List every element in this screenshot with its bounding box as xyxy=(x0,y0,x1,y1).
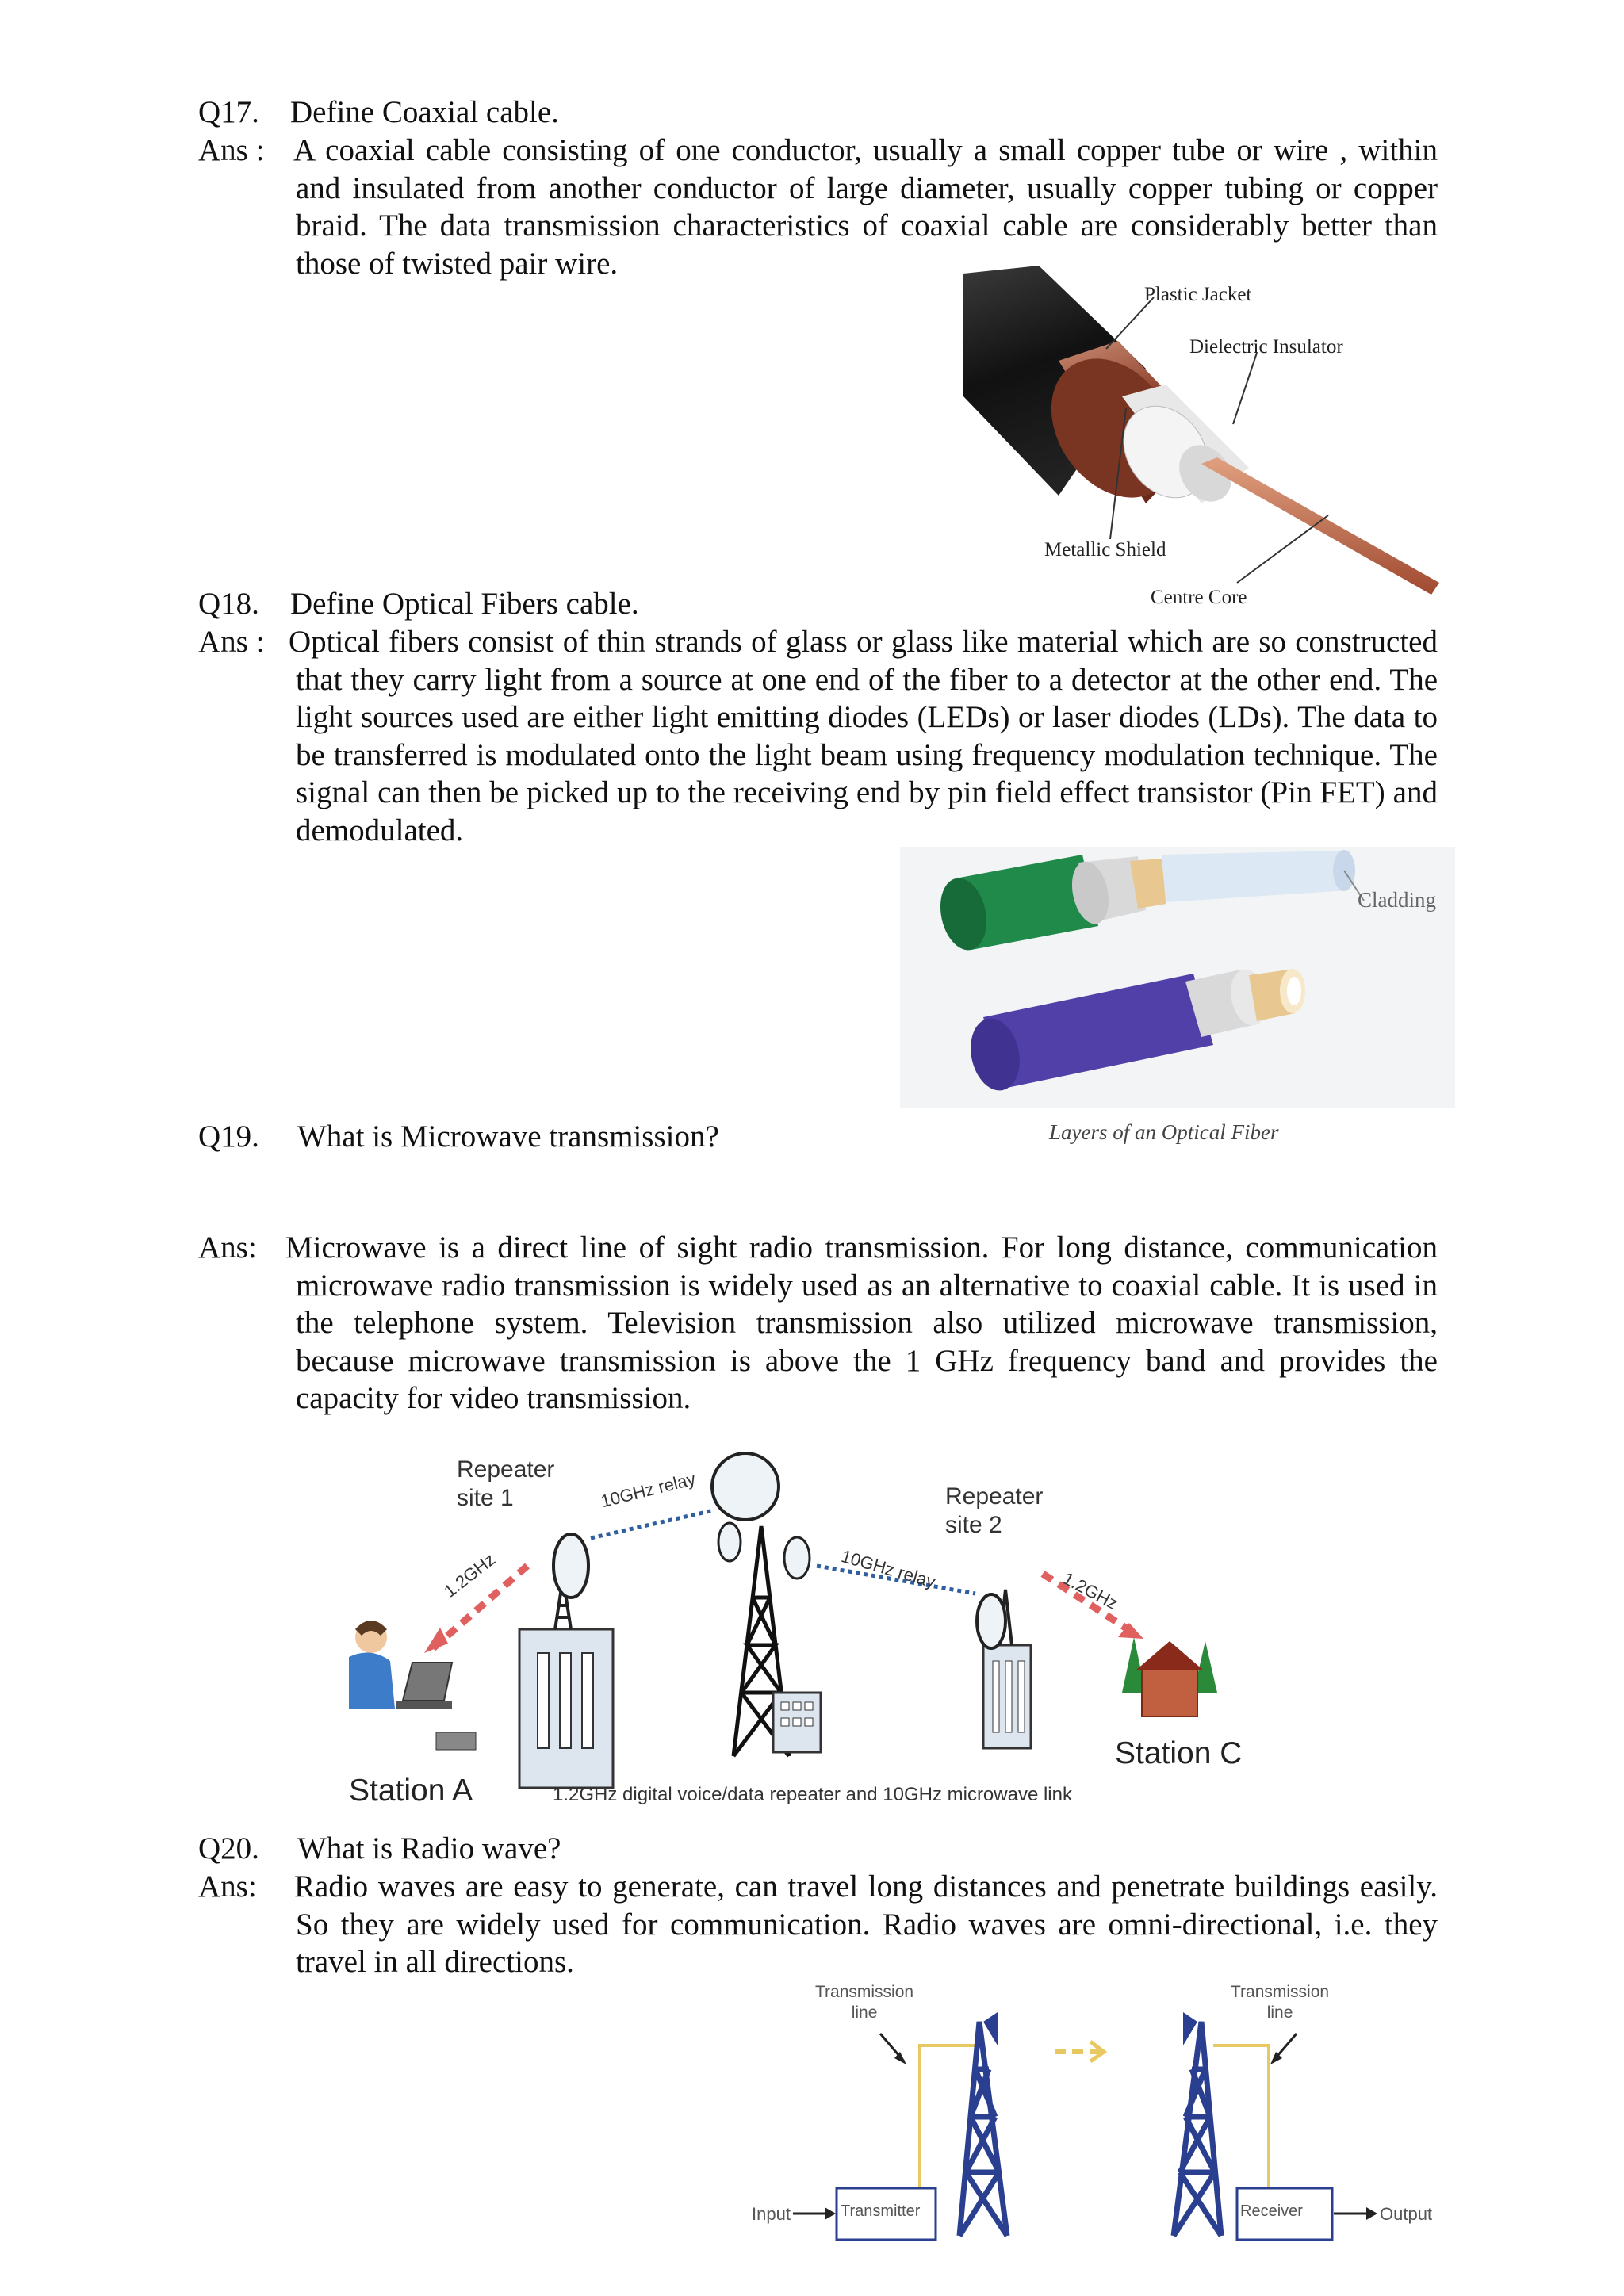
label-cladding: Cladding xyxy=(1358,888,1436,912)
output-label: Output xyxy=(1380,2204,1433,2224)
microwave-caption: 1.2GHz digital voice/data repeater and 10GHz microwave link xyxy=(553,1784,1072,1805)
label-dielectric-insulator: Dielectric Insulator xyxy=(1189,336,1343,358)
q17-answer: A coaxial cable consisting of one conductor, usually a small copper tube or wire , within and insulated from another conductor of large diameter, usually copper tubing or copper braid. The data transmission characteristics of coaxial cable are considerably better than those of twisted pair wire. xyxy=(293,133,1438,281)
q19-question: What is Microwave transmission? xyxy=(297,1119,719,1154)
input-label: Input xyxy=(752,2204,791,2224)
transmitter-label: Transmitter xyxy=(841,2202,921,2220)
q20-ans-label: Ans: xyxy=(198,1869,257,1904)
link-1-2ghz-left: 1.2GHz xyxy=(440,1549,500,1601)
relay-1-label: 10GHz relay xyxy=(599,1468,698,1512)
q20-question: What is Radio wave? xyxy=(297,1831,561,1866)
tline-right-line1: Transmission xyxy=(1231,1983,1330,2001)
q18-number: Q18. xyxy=(198,587,259,621)
tline-left-line1: Transmission xyxy=(815,1983,914,2001)
receiver-label: Receiver xyxy=(1240,2202,1303,2220)
repeater-site-2-line2: site 2 xyxy=(945,1512,1002,1538)
station-c-label: Station C xyxy=(1115,1736,1243,1770)
q17-number: Q17. xyxy=(198,95,259,129)
q19-number: Q19. xyxy=(198,1119,259,1154)
q20-number: Q20. xyxy=(198,1831,259,1866)
q17-question: Define Coaxial cable. xyxy=(290,95,559,129)
link-1-2ghz-right: 1.2GHz xyxy=(1059,1568,1121,1614)
repeater-site-1-line1: Repeater xyxy=(457,1456,555,1483)
repeater-site-1-line2: site 1 xyxy=(457,1485,514,1511)
coaxial-cable-figure xyxy=(963,266,1439,599)
tline-left-label xyxy=(815,1982,914,2023)
relay-2-label: 10GHz relay xyxy=(839,1546,938,1592)
q20-answer: Radio waves are easy to generate, can travel long distances and penetrate buildings easily. So they are widely used for communication. Radio waves are omni-directional, i.e. they travel in all directions. xyxy=(294,1869,1438,1979)
q18-question: Define Optical Fibers cable. xyxy=(290,587,639,621)
repeater-site-2-line1: Repeater xyxy=(945,1483,1044,1510)
optical-fiber-figure xyxy=(900,847,1455,1108)
q18-ans-label: Ans : xyxy=(198,625,265,659)
label-metallic-shield: Metallic Shield xyxy=(1044,539,1166,561)
repeater-site-2-label xyxy=(945,1483,1043,1540)
label-centre-core: Centre Core xyxy=(1151,587,1247,608)
repeater-site-1-label xyxy=(457,1456,554,1513)
tline-right-line2: line xyxy=(1266,2003,1293,2022)
tline-left-line2: line xyxy=(851,2003,878,2022)
q18-answer: Optical fibers consist of thin strands of glass or glass like material which are so constructed that they carry light from a source at one end of the fiber to a detector at the other end. The light sources used are either light emitting diodes (LEDs) or laser diodes (LDs). The data to be transferred is modulated onto the light beam using frequency modulation technique. The signal can then be picked up to the receiving end by pin field effect transistor (Pin FET) and demodulated. xyxy=(289,625,1438,848)
q17-ans-label: Ans : xyxy=(198,133,265,167)
tline-right-label xyxy=(1231,1982,1329,2023)
optical-fiber-caption: Layers of an Optical Fiber xyxy=(1049,1120,1279,1144)
label-plastic-jacket: Plastic Jacket xyxy=(1144,284,1252,305)
q19-answer: Microwave is a direct line of sight radio transmission. For long distance, communication microwave radio transmission is widely used as an alternative to coaxial cable. It is used in the telephone system. Television transmission also utilized microwave transmission, because microwave transmission is above the 1 GHz frequency band and provides the capacity for video transmission. xyxy=(285,1230,1438,1415)
q19-ans-label: Ans: xyxy=(198,1230,257,1265)
station-a-label: Station A xyxy=(349,1774,473,1808)
